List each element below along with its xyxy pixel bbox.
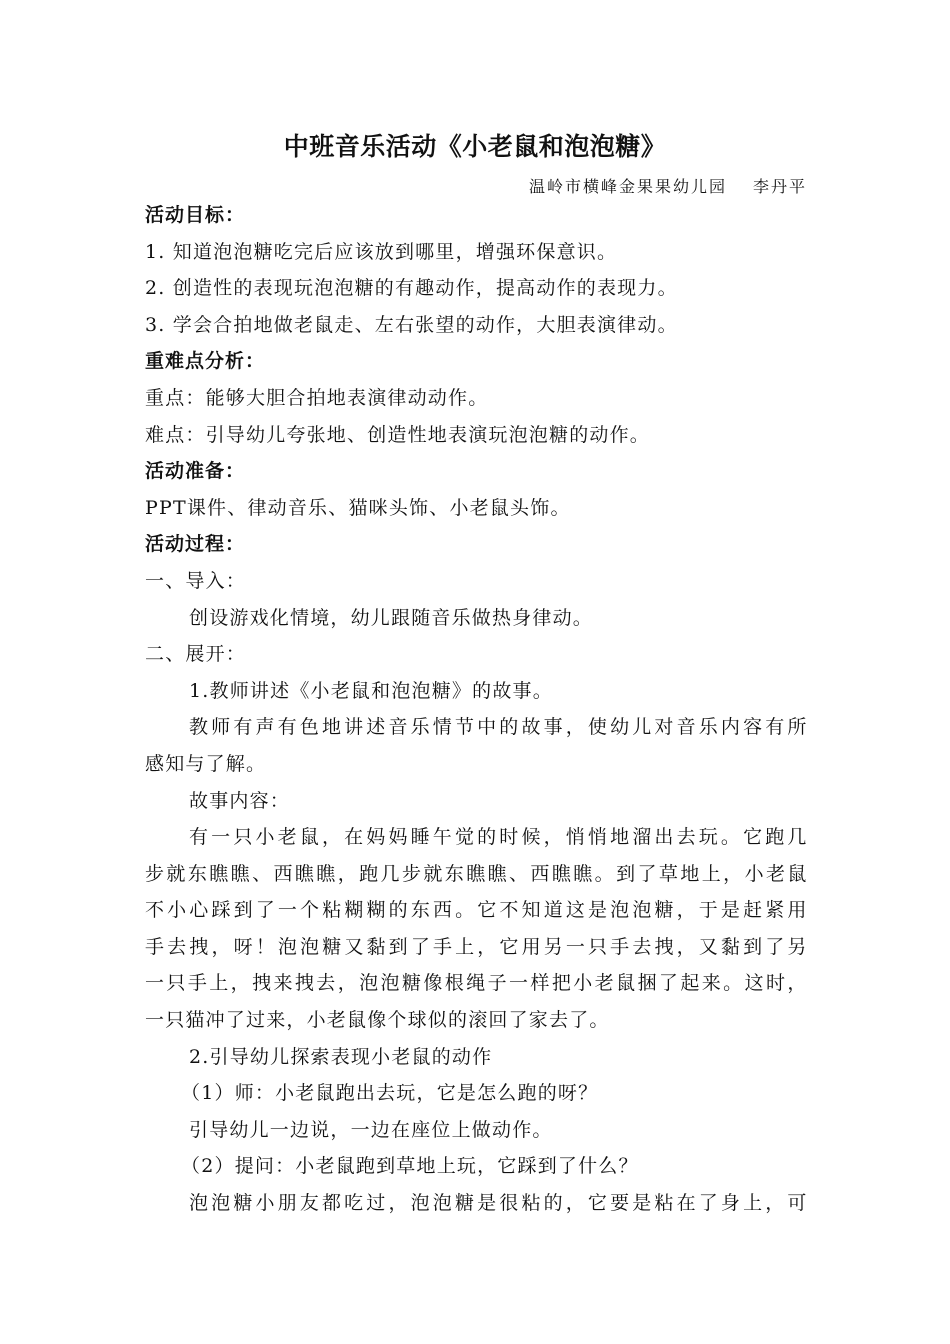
story-line-5: 一只手上，拽来拽去，泡泡糖像根绳子一样把小老鼠捆了起来。这时，	[145, 972, 807, 995]
author-line	[529, 176, 807, 198]
document-body	[145, 197, 807, 1222]
goal-item-2: 2. 创造性的表现玩泡泡糖的有趣动作，提高动作的表现力。	[145, 277, 678, 300]
section-heading-goals: 活动目标：	[145, 204, 246, 226]
question-2-answer: 泡泡糖小朋友都吃过，泡泡糖是很粘的，它要是粘在了身上，可	[189, 1192, 807, 1215]
author-school: 温岭市横峰金果果幼儿园	[528, 177, 727, 196]
page-title: 中班音乐活动《小老鼠和泡泡糖》	[283, 132, 667, 161]
process-intro-label: 一、导入：	[145, 569, 247, 592]
story-line-2: 步就东瞧瞧、西瞧瞧，跑几步就东瞧瞧、西瞧瞧。到了草地上，小老鼠	[145, 862, 807, 885]
step1-title: 1.教师讲述《小老鼠和泡泡糖》的故事。	[189, 679, 553, 702]
preparation-text: PPT课件、律动音乐、猫咪头饰、小老鼠头饰。	[145, 496, 571, 519]
step1-description-line-1: 教师有声有色地讲述音乐情节中的故事，使幼儿对音乐内容有所	[189, 716, 807, 739]
story-line-4: 手去拽，呀！泡泡糖又黏到了手上，它用另一只手去拽，又黏到了另	[145, 935, 807, 958]
question-2: （2）提问：小老鼠跑到草地上玩，它踩到了什么？	[181, 1155, 639, 1178]
question-1-guide: 引导幼儿一边说，一边在座位上做动作。	[189, 1118, 553, 1141]
section-heading-preparation: 活动准备：	[145, 460, 246, 483]
story-line-3: 不小心踩到了一个粘糊糊的东西。它不知道这是泡泡糖，于是赶紧用	[145, 899, 807, 922]
story-label: 故事内容：	[189, 789, 291, 812]
question-1: （1）师：小老鼠跑出去玩，它是怎么跑的呀？	[181, 1082, 599, 1105]
story-line-1: 有一只小老鼠，在妈妈睡午觉的时候，悄悄地溜出去玩。它跑几	[189, 826, 807, 849]
story-line-6: 一只猫冲了过来，小老鼠像个球似的滚回了家去了。	[145, 1009, 610, 1032]
key-point-focus: 重点：能够大胆合拍地表演律动动作。	[145, 386, 489, 409]
goal-item-1: 1. 知道泡泡糖吃完后应该放到哪里，增强环保意识。	[145, 240, 618, 263]
step1-description-line-2: 感知与了解。	[145, 752, 267, 775]
process-develop-label: 二、展开：	[145, 643, 247, 666]
process-intro-text: 创设游戏化情境，幼儿跟随音乐做热身律动。	[189, 606, 594, 629]
author-name: 李丹平	[752, 177, 807, 196]
section-heading-key-points: 重难点分析：	[145, 350, 266, 373]
step2-title: 2.引导幼儿探索表现小老鼠的动作	[189, 1045, 493, 1068]
section-heading-process: 活动过程：	[145, 533, 246, 556]
goal-item-3: 3. 学会合拍地做老鼠走、左右张望的动作，大胆表演律动。	[145, 313, 678, 336]
key-point-difficulty: 难点：引导幼儿夸张地、创造性地表演玩泡泡糖的动作。	[145, 423, 651, 446]
